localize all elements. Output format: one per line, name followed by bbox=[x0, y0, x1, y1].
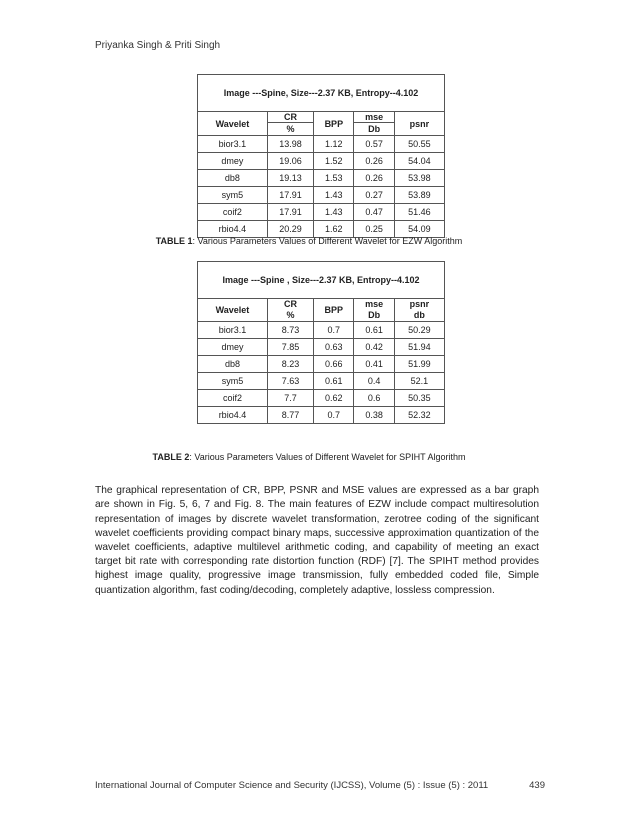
table-cell: 19.13 bbox=[267, 170, 313, 187]
table-cell: 50.55 bbox=[394, 136, 444, 153]
column-unit: db bbox=[394, 309, 444, 322]
table-cell: 17.91 bbox=[267, 204, 313, 221]
table-row bbox=[198, 356, 445, 373]
table-cell: rbio4.4 bbox=[198, 407, 268, 424]
column-header: mse bbox=[354, 299, 394, 310]
table-cell: 54.09 bbox=[394, 221, 444, 238]
column-header: mse bbox=[354, 112, 394, 123]
table-cell: 0.63 bbox=[314, 339, 354, 356]
table-cell: 1.12 bbox=[314, 136, 354, 153]
table-row bbox=[198, 322, 445, 339]
column-unit: Db bbox=[354, 123, 394, 136]
table-cell: coif2 bbox=[198, 204, 268, 221]
table-cell: 52.1 bbox=[394, 373, 444, 390]
table-cell: 8.77 bbox=[267, 407, 313, 424]
column-header: psnr bbox=[394, 299, 444, 310]
table-row bbox=[198, 221, 445, 238]
column-header: psnr bbox=[394, 112, 444, 136]
table-row bbox=[198, 373, 445, 390]
column-header: BPP bbox=[314, 112, 354, 136]
table-body bbox=[198, 136, 445, 238]
table-cell: 0.57 bbox=[354, 136, 394, 153]
caption-text: : Various Parameters Values of Different Wavelet for EZW Algorithm bbox=[192, 236, 463, 246]
table-cell: 0.27 bbox=[354, 187, 394, 204]
table-cell: 0.66 bbox=[314, 356, 354, 373]
table-cell: db8 bbox=[198, 170, 268, 187]
table-cell: 0.38 bbox=[354, 407, 394, 424]
table-cell: 17.91 bbox=[267, 187, 313, 204]
body-paragraph: The graphical representation of CR, BPP, PSNR and MSE values are expressed as a bar graph are shown in Fig. 5, 6, 7 and Fig. 8. The main features of EZW include compact multiresolution representation of images by discrete wavelet transformation, zerotree coding of the significant wavelet coefficients providing compact binary maps, successive approximation quantization of the wavelet coefficients, adaptive multilevel arithmetic coding, and capability of meeting an exact target bit rate with corresponding rate distortion function (RDF) [7]. The SPIHT method provides highest image quality, progressive image transmission, fully embedded coded file, Simple quantization algorithm, fast coding/decoding, completely adaptive, lossless compression. bbox=[95, 485, 539, 596]
table-cell: coif2 bbox=[198, 390, 268, 407]
ezw-results-table bbox=[197, 74, 445, 238]
table-cell: 1.52 bbox=[314, 153, 354, 170]
table-cell: 7.63 bbox=[267, 373, 313, 390]
column-unit: % bbox=[267, 309, 313, 322]
table-cell: bior3.1 bbox=[198, 136, 268, 153]
table-cell: 53.89 bbox=[394, 187, 444, 204]
table-cell: 50.29 bbox=[394, 322, 444, 339]
caption-label: TABLE 2 bbox=[152, 452, 190, 462]
table-cell: 1.43 bbox=[314, 204, 354, 221]
table-cell: sym5 bbox=[198, 187, 268, 204]
table-cell: 1.43 bbox=[314, 187, 354, 204]
caption-label: TABLE 1 bbox=[155, 236, 193, 246]
table-cell: bior3.1 bbox=[198, 322, 268, 339]
table-row bbox=[198, 153, 445, 170]
running-header: Priyanka Singh & Priti Singh bbox=[95, 40, 221, 51]
table-row bbox=[198, 407, 445, 424]
table-cell: 53.98 bbox=[394, 170, 444, 187]
table-cell: 1.62 bbox=[314, 221, 354, 238]
table-cell: 19.06 bbox=[267, 153, 313, 170]
table-row bbox=[198, 390, 445, 407]
column-header: Wavelet bbox=[198, 299, 268, 322]
table-cell: 0.61 bbox=[314, 373, 354, 390]
table-2-caption bbox=[0, 452, 628, 462]
table-cell: dmey bbox=[198, 153, 268, 170]
caption-text: : Various Parameters Values of Different Wavelet for SPIHT Algorithm bbox=[189, 452, 466, 462]
table-row bbox=[198, 170, 445, 187]
table-cell: 51.94 bbox=[394, 339, 444, 356]
column-unit: % bbox=[267, 123, 313, 136]
column-header: BPP bbox=[314, 299, 354, 322]
table-cell: 20.29 bbox=[267, 221, 313, 238]
table-cell: 0.6 bbox=[354, 390, 394, 407]
table-row bbox=[198, 187, 445, 204]
table-cell: 8.23 bbox=[267, 356, 313, 373]
table-cell: dmey bbox=[198, 339, 268, 356]
table-cell: db8 bbox=[198, 356, 268, 373]
table-cell: 0.7 bbox=[314, 322, 354, 339]
table-cell: 0.25 bbox=[354, 221, 394, 238]
page-footer bbox=[95, 780, 545, 791]
column-header: CR bbox=[267, 299, 313, 310]
page-number: 439 bbox=[529, 780, 545, 791]
table-cell: sym5 bbox=[198, 373, 268, 390]
table-cell: 0.42 bbox=[354, 339, 394, 356]
table-row bbox=[198, 204, 445, 221]
table-cell: 0.26 bbox=[354, 153, 394, 170]
column-header: Wavelet bbox=[198, 112, 268, 136]
table-body bbox=[198, 322, 445, 424]
table-cell: 1.53 bbox=[314, 170, 354, 187]
table-cell: 0.61 bbox=[354, 322, 394, 339]
table-title: Image ---Spine , Size---2.37 KB, Entropy--4.102 bbox=[198, 262, 445, 299]
table-cell: 52.32 bbox=[394, 407, 444, 424]
table-cell: 0.7 bbox=[314, 407, 354, 424]
table-cell: 0.47 bbox=[354, 204, 394, 221]
table-title: Image ---Spine, Size---2.37 KB, Entropy--4.102 bbox=[198, 75, 445, 112]
table-cell: 0.41 bbox=[354, 356, 394, 373]
table-cell: 51.99 bbox=[394, 356, 444, 373]
table-cell: 0.4 bbox=[354, 373, 394, 390]
table-row bbox=[198, 339, 445, 356]
journal-citation: International Journal of Computer Science and Security (IJCSS), Volume (5) : Issue (5) : 2011 bbox=[95, 780, 489, 791]
table-cell: 51.46 bbox=[394, 204, 444, 221]
table-cell: 0.62 bbox=[314, 390, 354, 407]
column-header: CR bbox=[267, 112, 313, 123]
table-cell: 7.85 bbox=[267, 339, 313, 356]
table-row bbox=[198, 136, 445, 153]
table-cell: rbio4.4 bbox=[198, 221, 268, 238]
table-cell: 0.26 bbox=[354, 170, 394, 187]
column-unit: Db bbox=[354, 309, 394, 322]
table-cell: 7.7 bbox=[267, 390, 313, 407]
table-cell: 13.98 bbox=[267, 136, 313, 153]
spiht-results-table bbox=[197, 261, 445, 424]
table-1-caption bbox=[0, 236, 628, 246]
table-cell: 50.35 bbox=[394, 390, 444, 407]
table-cell: 54.04 bbox=[394, 153, 444, 170]
table-cell: 8.73 bbox=[267, 322, 313, 339]
